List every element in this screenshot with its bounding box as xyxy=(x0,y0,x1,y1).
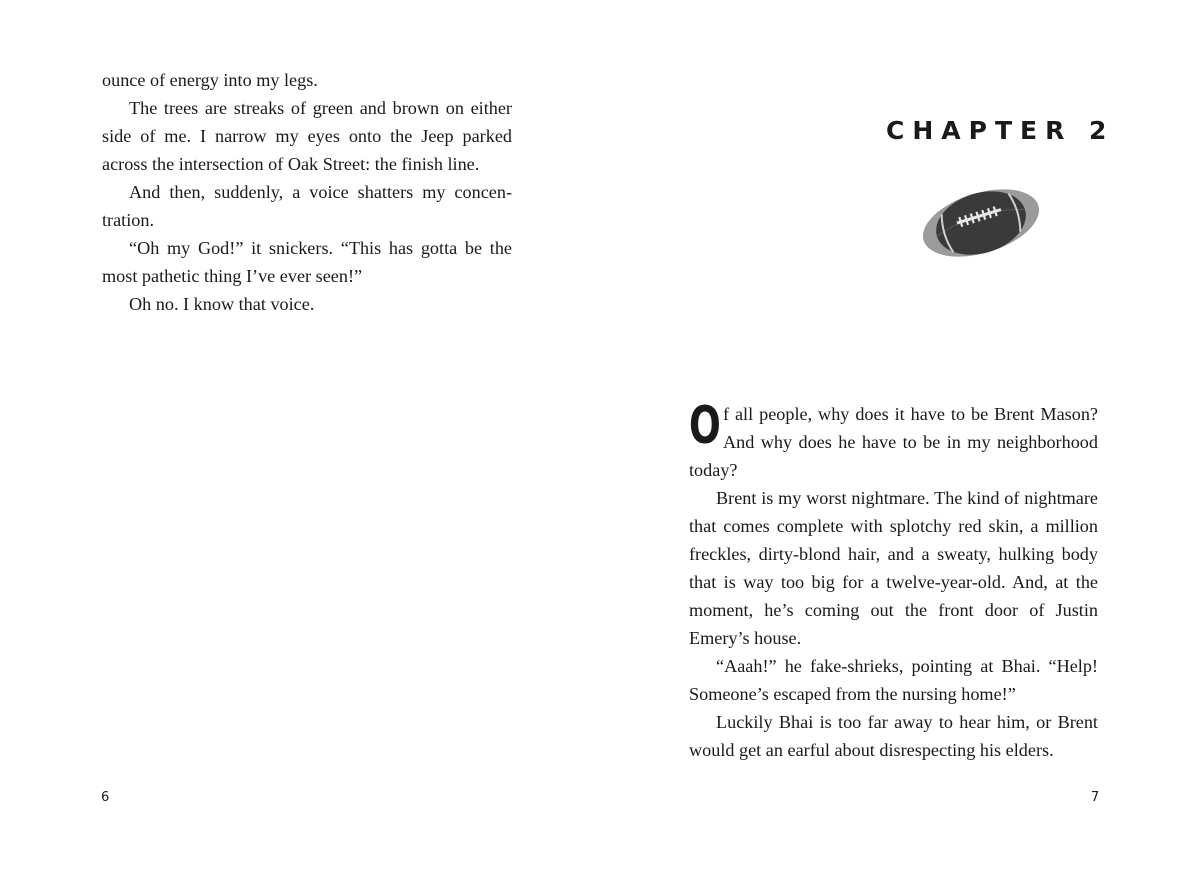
page-number: 6 xyxy=(101,790,110,805)
chapter-heading: CHAPTER 2 xyxy=(886,116,1115,145)
left-page-body-text xyxy=(102,66,512,318)
paragraph: Brent is my worst nightmare. The kind of nightmare that comes complete with splotchy red skin, a million freckles, dirty-blond hair, and a sweaty, hulking body that is way too big for a twelve-year-old. And, at the moment, he’s coming out the front door of Justin Emery’s house. xyxy=(689,488,1098,648)
paragraph: Luckily Bhai is too far away to hear him, or Brent would get an earful about disrespecting his elders. xyxy=(689,712,1098,760)
football-icon xyxy=(918,183,1044,263)
page-number: 7 xyxy=(1091,790,1100,805)
drop-cap: O xyxy=(689,396,721,456)
right-page-body-text xyxy=(689,396,1098,764)
paragraph: “Aaah!” he fake-shrieks, pointing at Bhai. “Help! Someone’s escaped from the nursing home!” xyxy=(689,656,1098,704)
right-page xyxy=(600,0,1200,872)
first-paragraph xyxy=(689,396,1098,484)
first-paragraph-text: f all people, why does it have to be Brent Mason? And why does he have to be in my neighborhood today? xyxy=(689,404,1098,480)
paragraph: ounce of energy into my legs. xyxy=(102,70,318,90)
paragraph: The trees are streaks of green and brown on either side of me. I narrow my eyes onto the Jeep parked across the intersection of Oak Street: the finish line. xyxy=(102,98,512,174)
paragraph: And then, suddenly, a voice shatters my concentration. xyxy=(102,182,512,230)
paragraph: “Oh my God!” it snickers. “This has gotta be the most pathetic thing I’ve ever seen!” xyxy=(102,238,512,286)
paragraph: Oh no. I know that voice. xyxy=(129,294,315,314)
